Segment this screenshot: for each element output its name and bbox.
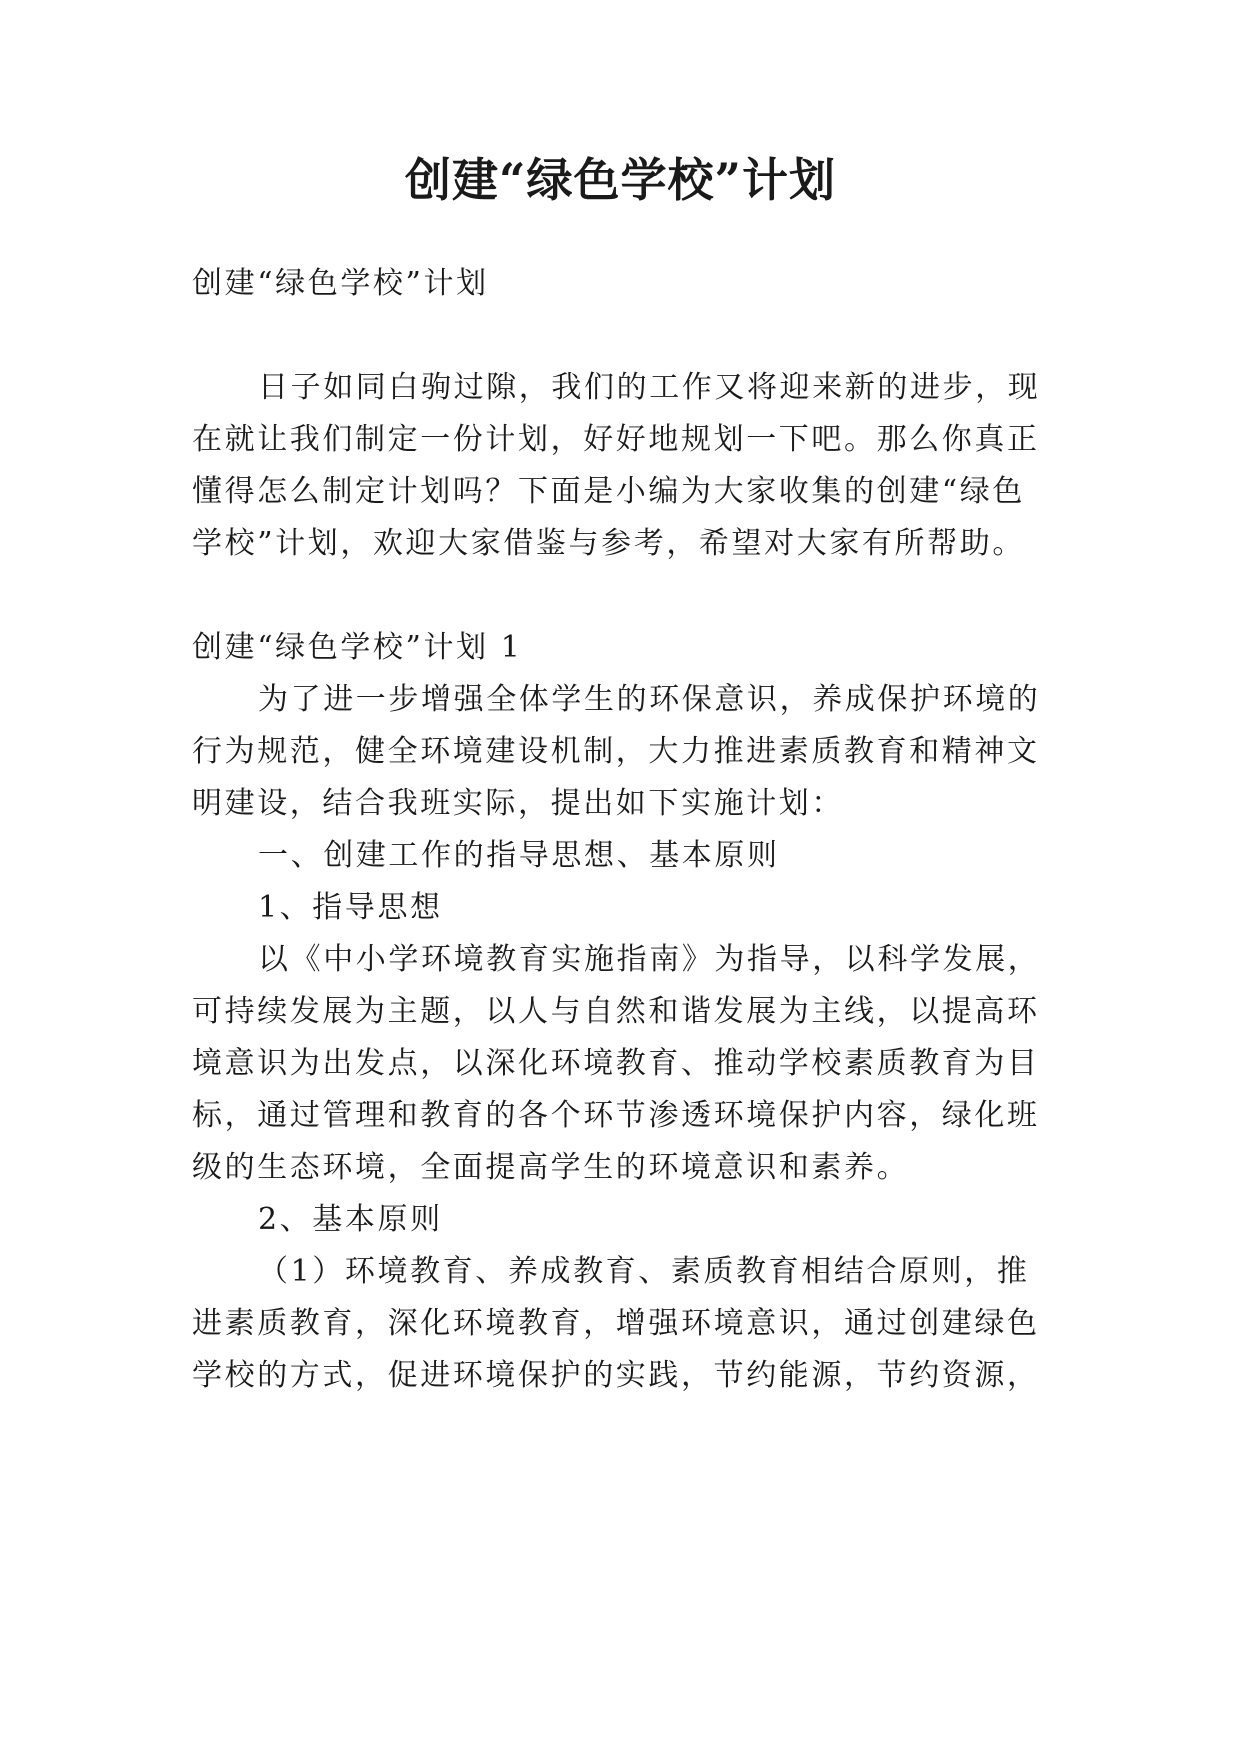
section1-heading: 创建“绿色学校”计划 1 <box>192 630 523 665</box>
guiding-line-4: 标，通过管理和教育的各个环节渗透环境保护内容，绿化班 <box>192 1098 1040 1133</box>
section1-line-3: 明建设，结合我班实际，提出如下实施计划： <box>192 786 844 821</box>
guiding-heading: 1、指导思想 <box>258 890 443 925</box>
intro-line-4: 学校”计划，欢迎大家借鉴与参考，希望对大家有所帮助。 <box>192 526 1025 561</box>
principles-line-1: （1）环境教育、养成教育、素质教育相结合原则，推 <box>258 1254 1030 1289</box>
intro-line-3: 懂得怎么制定计划吗？下面是小编为大家收集的创建“绿色 <box>192 474 1025 509</box>
principles-heading: 2、基本原则 <box>258 1202 443 1237</box>
intro-line-1: 日子如同白驹过隙，我们的工作又将迎来新的进步，现 <box>258 370 1041 405</box>
guiding-line-3: 境意识为出发点，以深化环境教育、推动学校素质教育为目 <box>192 1046 1040 1081</box>
part1-heading: 一、创建工作的指导思想、基本原则 <box>258 838 780 873</box>
document-title: 创建“绿色学校”计划 <box>405 153 836 207</box>
document-subtitle: 创建“绿色学校”计划 <box>192 266 489 301</box>
intro-line-2: 在就让我们制定一份计划，好好地规划一下吧。那么你真正 <box>192 422 1040 457</box>
guiding-line-5: 级的生态环境，全面提高学生的环境意识和素养。 <box>192 1150 910 1185</box>
guiding-line-1: 以《中小学环境教育实施指南》为指导，以科学发展， <box>258 942 1041 977</box>
guiding-line-2: 可持续发展为主题，以人与自然和谐发展为主线，以提高环 <box>192 994 1040 1029</box>
principles-line-2: 进素质教育，深化环境教育，增强环境意识，通过创建绿色 <box>192 1306 1040 1341</box>
principles-line-3: 学校的方式，促进环境保护的实践，节约能源，节约资源， <box>192 1358 1040 1393</box>
section1-line-1: 为了进一步增强全体学生的环保意识，养成保护环境的 <box>258 682 1041 717</box>
section1-line-2: 行为规范，健全环境建设机制，大力推进素质教育和精神文 <box>192 734 1040 769</box>
